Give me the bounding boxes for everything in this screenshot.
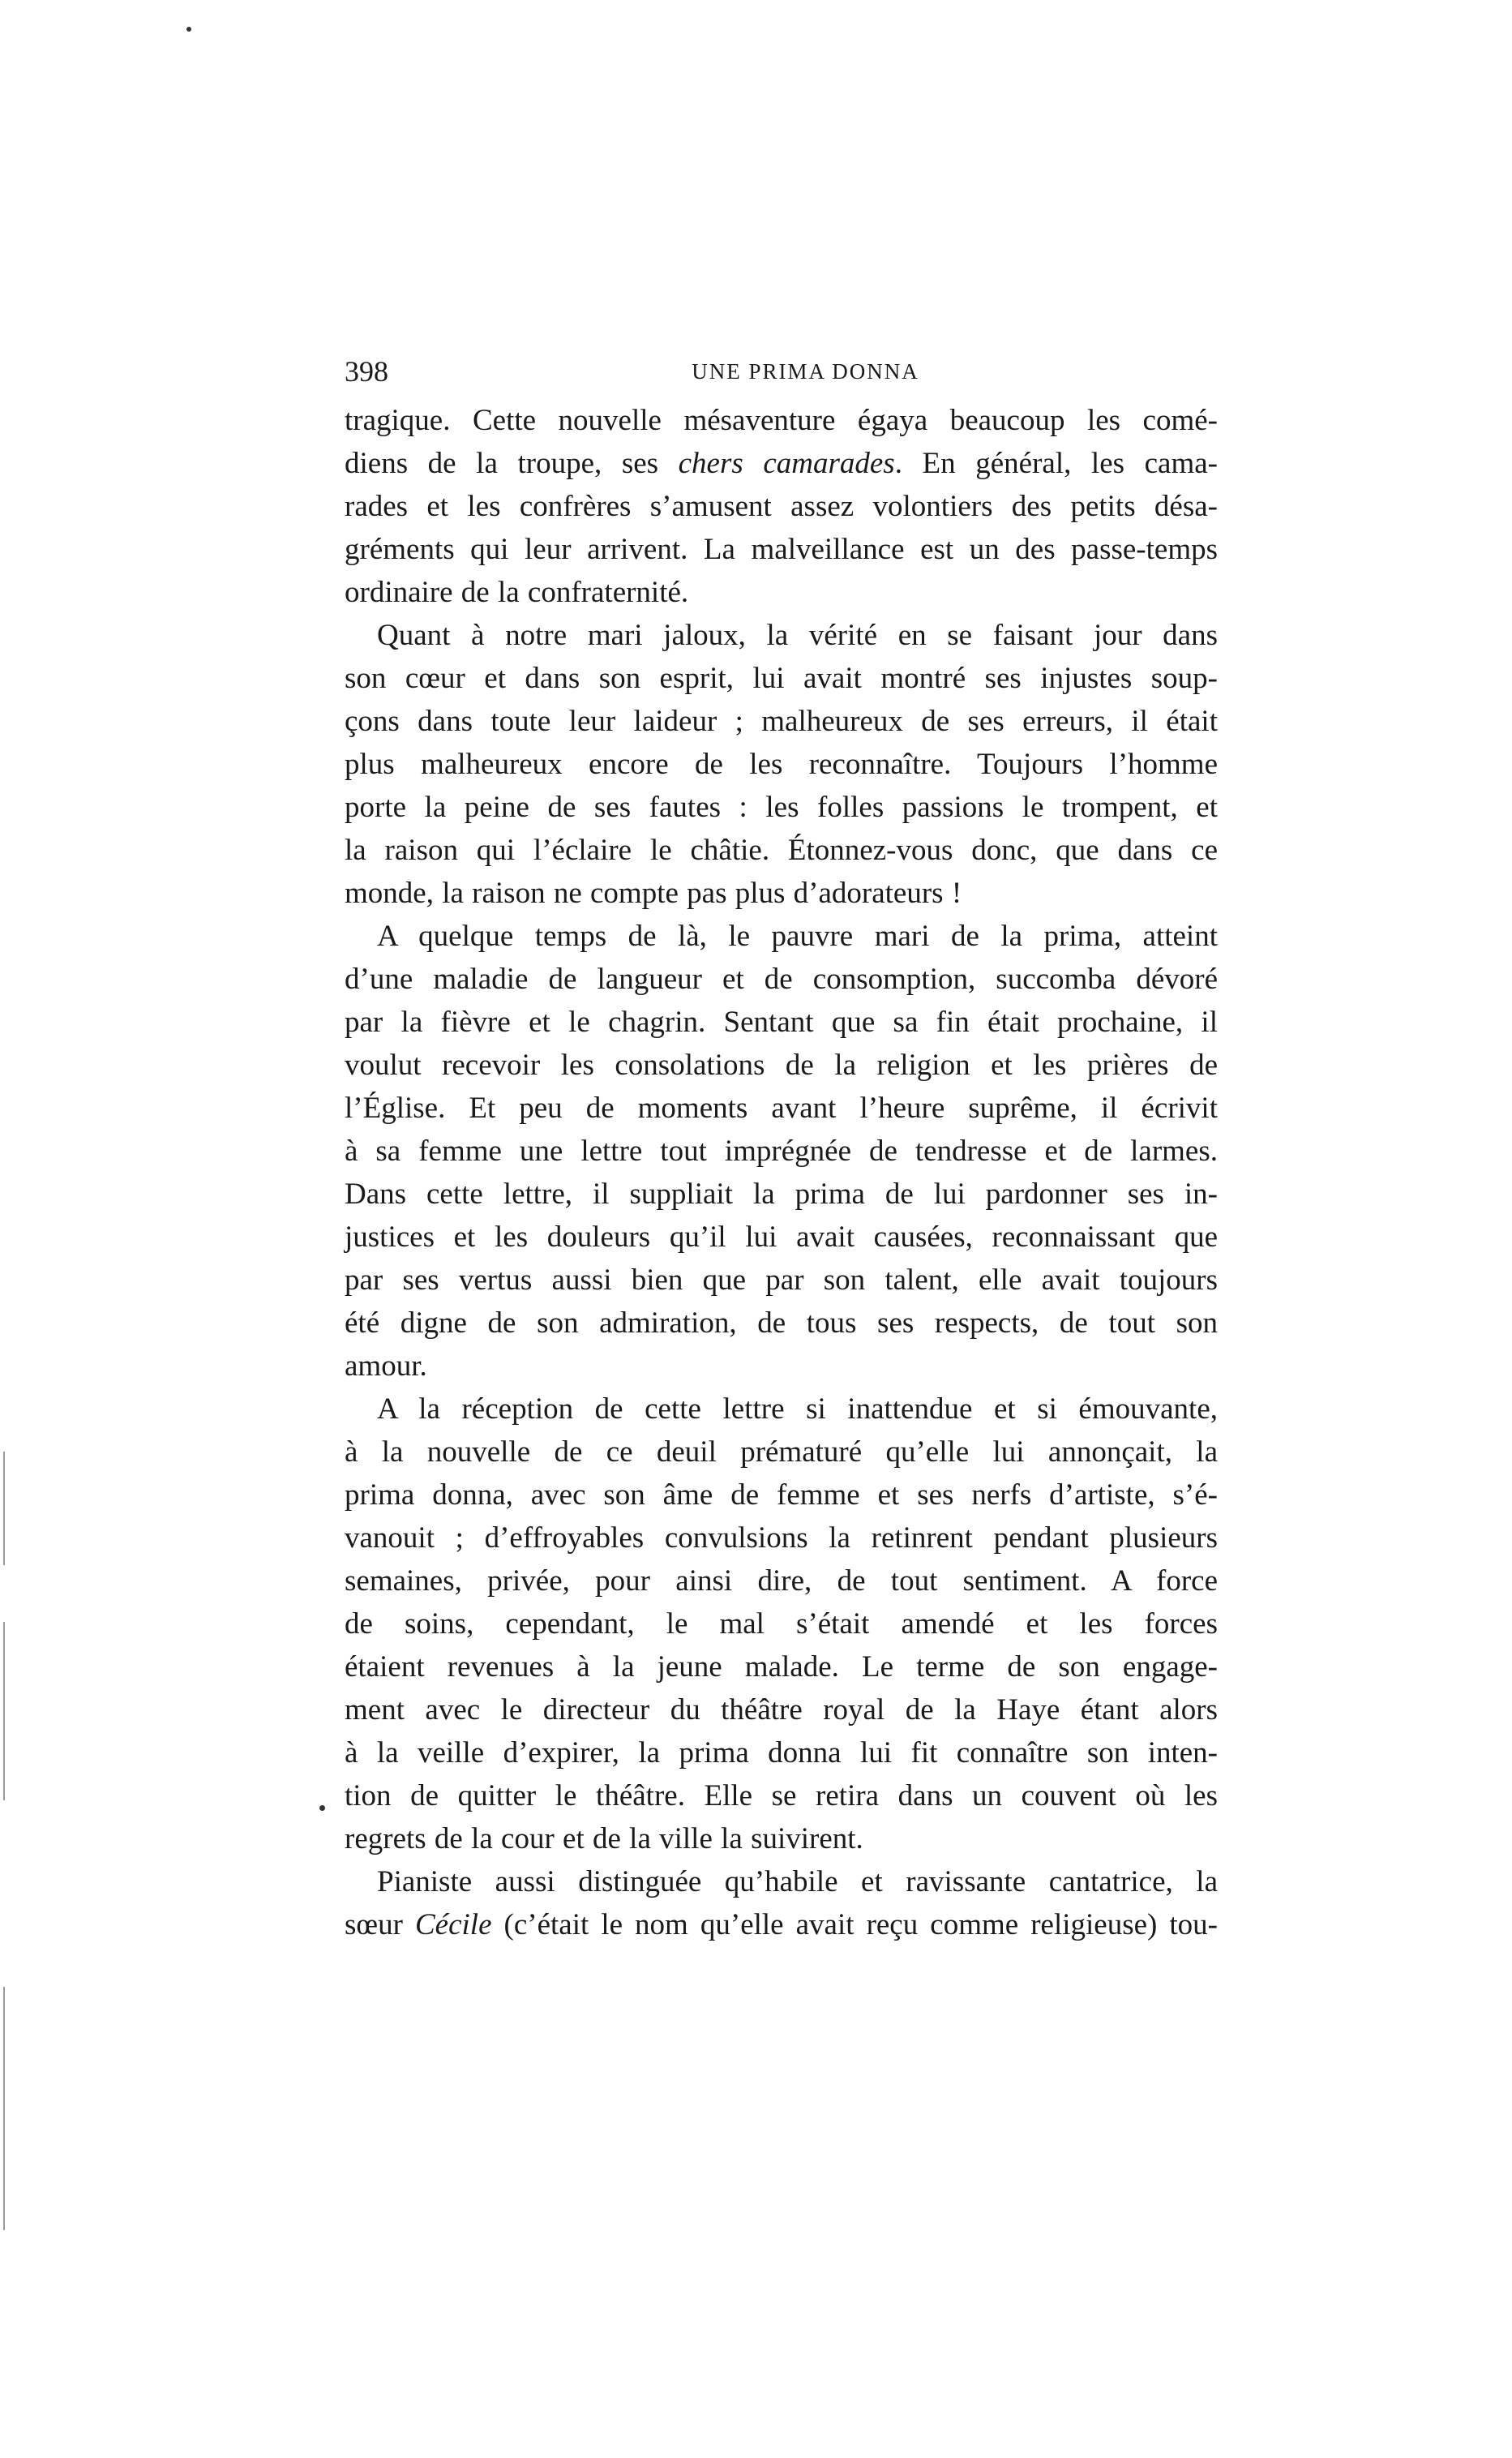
text-segment: été digne de son admiration, de tous ses respects, de tout son [345, 1306, 1218, 1340]
text-line [345, 1431, 1218, 1474]
text-line [345, 1645, 1218, 1688]
text-line [345, 872, 1218, 915]
text-segment: ment avec le directeur du théâtre royal de la Haye étant alors [345, 1693, 1218, 1727]
text-segment: A quelque temps de là, le pauvre mari de la prima, atteint [377, 920, 1218, 953]
text-line [345, 1216, 1218, 1259]
text-segment: . En général, les cama- [894, 447, 1218, 480]
text-segment: étaient revenues à la jeune malade. Le terme de son engage- [345, 1650, 1218, 1684]
text-segment: l’Église. Et peu de moments avant l’heure suprême, il écrivit [345, 1092, 1218, 1125]
scan-edge-mark [3, 1987, 5, 2230]
text-segment: (c’était le nom qu’elle avait reçu comme religieuse) tou- [491, 1908, 1218, 1941]
text-line [345, 829, 1218, 872]
text-segment: ordinaire de la confraternité. [345, 576, 689, 609]
text-line [345, 1345, 1218, 1388]
scan-speck [186, 27, 191, 32]
text-segment: regrets de la cour et de la ville la suivirent. [345, 1822, 863, 1855]
text-segment: à la veille d’expirer, la prima donna lui fit connaître son inten- [345, 1736, 1218, 1770]
text-segment: par ses vertus aussi bien que par son talent, elle avait toujours [345, 1263, 1218, 1297]
scan-edge-mark [3, 1622, 5, 1800]
text-segment: çons dans toute leur laideur ; malheureux de ses erreurs, il était [345, 705, 1218, 738]
text-line [345, 1259, 1218, 1302]
text-segment: monde, la raison ne compte pas plus d’adorateurs ! [345, 877, 962, 910]
text-line [345, 1817, 1218, 1860]
text-line [345, 1130, 1218, 1173]
text-line [345, 958, 1218, 1001]
text-line [345, 528, 1218, 571]
text-segment: Quant à notre mari jaloux, la vérité en se faisant jour dans [377, 619, 1218, 652]
text-line [345, 1688, 1218, 1731]
text-line [345, 1474, 1218, 1516]
text-segment: plus malheureux encore de les reconnaître. Toujours l’homme [345, 748, 1218, 781]
text-line [345, 700, 1218, 743]
italic-text: chers camarades [678, 447, 895, 480]
text-segment: semaines, privée, pour ainsi dire, de tout sentiment. A force [345, 1564, 1218, 1598]
text-segment: de soins, cependant, le mal s’était amendé et les forces [345, 1607, 1218, 1641]
text-line [345, 1087, 1218, 1130]
page-body-text [345, 399, 1218, 1946]
text-segment: sœur [345, 1908, 415, 1941]
text-segment: prima donna, avec son âme de femme et ses nerfs d’artiste, s’é- [345, 1478, 1218, 1512]
text-line [345, 1731, 1218, 1774]
italic-text: Cécile [414, 1908, 492, 1941]
text-line [345, 1516, 1218, 1559]
text-segment: voulut recevoir les consolations de la religion et les prières de [345, 1049, 1218, 1082]
text-segment: tragique. Cette nouvelle mésaventure égaya beaucoup les comé- [345, 404, 1218, 437]
text-line [345, 442, 1218, 485]
text-line [345, 1044, 1218, 1087]
page-number: 398 [345, 355, 388, 388]
text-line [345, 1860, 1218, 1903]
text-line [345, 399, 1218, 442]
text-line [345, 1559, 1218, 1602]
text-line [345, 485, 1218, 528]
text-segment: justices et les douleurs qu’il lui avait causées, reconnaissant que [345, 1220, 1218, 1254]
text-segment: rades et les confrères s’amusent assez volontiers des petits désa- [345, 490, 1218, 523]
text-segment: vanouit ; d’effroyables convulsions la retinrent pendant plusieurs [345, 1521, 1218, 1555]
text-line [345, 1602, 1218, 1645]
text-segment: à la nouvelle de ce deuil prématuré qu’elle lui annonçait, la [345, 1435, 1218, 1469]
text-segment: son cœur et dans son esprit, lui avait montré ses injustes soup- [345, 662, 1218, 695]
scan-edge-mark [3, 1452, 5, 1565]
running-title: UNE PRIMA DONNA [692, 359, 919, 384]
text-line [345, 1388, 1218, 1431]
text-segment: amour. [345, 1349, 427, 1383]
text-segment: d’une maladie de langueur et de consomption, succomba dévoré [345, 963, 1218, 996]
text-line [345, 1903, 1218, 1946]
text-line [345, 1302, 1218, 1345]
text-line [345, 657, 1218, 700]
text-segment: gréments qui leur arrivent. La malveillance est un des passe-temps [345, 533, 1218, 566]
text-line [345, 915, 1218, 958]
text-line [345, 614, 1218, 657]
text-line [345, 1001, 1218, 1044]
text-segment: A la réception de cette lettre si inattendue et si émouvante, [377, 1392, 1218, 1426]
text-segment: à sa femme une lettre tout imprégnée de tendresse et de larmes. [345, 1135, 1218, 1168]
text-line [345, 786, 1218, 829]
text-line [345, 1173, 1218, 1216]
text-line [345, 743, 1218, 786]
text-segment: la raison qui l’éclaire le châtie. Étonnez-vous donc, que dans ce [345, 834, 1218, 867]
page-header [345, 354, 1218, 392]
text-segment: diens de la troupe, ses [345, 447, 679, 480]
text-segment: Pianiste aussi distinguée qu’habile et ravissante cantatrice, la [377, 1865, 1218, 1898]
text-line [345, 571, 1218, 614]
text-segment: Dans cette lettre, il suppliait la prima de lui pardonner ses in- [345, 1178, 1218, 1211]
scan-speck [319, 1805, 325, 1811]
text-segment: par la fièvre et le chagrin. Sentant que sa fin était prochaine, il [345, 1006, 1218, 1039]
text-segment: porte la peine de ses fautes : les folles passions le trompent, et [345, 791, 1218, 824]
text-line [345, 1774, 1218, 1817]
text-segment: tion de quitter le théâtre. Elle se retira dans un couvent où les [345, 1779, 1218, 1812]
